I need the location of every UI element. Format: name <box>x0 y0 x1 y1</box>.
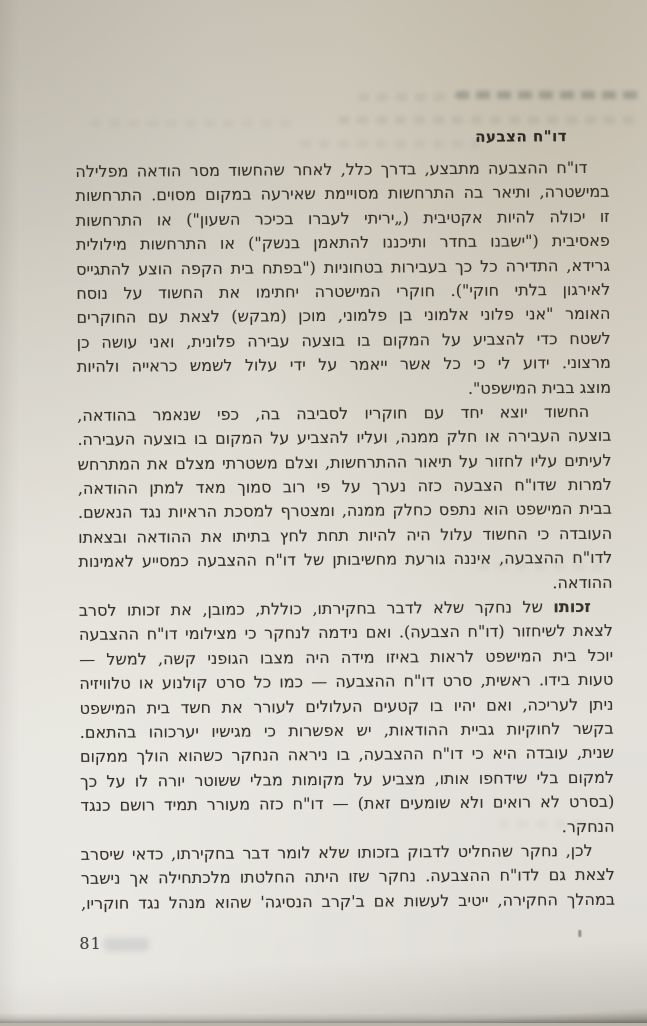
text-line: פאסיבית ("ישבנו בחדר ותיכננו להתאמן בנשק") או התרחשות מילולית <box>75 230 610 255</box>
print-speck <box>578 930 581 937</box>
text-line: דו"ח ההצבעה מתבצע, בדרך כלל, לאחר שהחשוד מסר הודאה מפלילה <box>75 157 588 181</box>
text-line: למרות שדו"ח הצבעה כזה נערך על פי רוב סמוך מאד למתן ההודאה, <box>77 474 612 499</box>
text-line: בקשר לחוקיות גביית ההודאות, יש אפשרות כי מגישיו יערכוהו בהתאם. <box>79 718 614 742</box>
text-line: יוכל בית המישפט לראות באיזו מידה היה מצבו הגופני קשה, למשל — <box>79 645 614 669</box>
text-line: לדו"ח ההצבעה, איננה גורעת מחשיבותן של דו"ח ההצבעה כמסייע לאמינות <box>78 547 613 572</box>
text-line: החשוד יוצא יחד עם חוקריו לסביבה בה, כפי שנאמר בהודאה, <box>77 401 590 425</box>
text-line: בבית המישפט הוא נתפס כחלק ממנה, ומצטרף למסכת הראיות נגד הנאשם. <box>77 499 613 523</box>
text-line: גרידא, התדירה כל כך בעבירות בטחוניות ("בפתח בית הקפה הוצע להתגייס <box>76 255 611 279</box>
text-line: העובדה כי החשוד עלול היה להיות תחת לחץ בתיתו את ההודאה ובצאתו <box>78 523 613 547</box>
text-line: הנחקר. <box>561 816 615 836</box>
text-line: (בסרט לא רואים ולא שומעים זאת) — דו"ח כזה מעורר תמיד רושם כנגד <box>80 791 615 816</box>
text-line: לאירגון בלתי חוקי"). חוקרי המישטרה יחתימו את החשוד על נוסח <box>76 279 611 303</box>
text-line: לכן, נחקר שהחליט לדבוק בזכותו שלא לומר דבר בחקירתו, כדאי שיסרב <box>80 840 593 864</box>
text-line: זו יכולה להיות אקטיבית („יריתי לעברו בכיכר השעון") או התרחשות <box>75 206 610 230</box>
text-line: במהלך החקירה, ייטיב לעשות אם ב'קרב הנסיגה' שהוא מנהל נגד חוקריו, <box>80 889 616 913</box>
text-line: לשטח כדי להצביע על המקום בו בוצעה עבירה פלונית, ואני עושה כן <box>76 328 611 352</box>
text-line: לצאת גם לדו"ח ההצבעה. נחקר שזו היתה החלטתו מלכתחילה אך נישבר <box>80 865 615 889</box>
text-line: מרצוני. ידוע לי כי כל אשר ייאמר על ידי עלול לשמש כראייה ולהיות <box>76 352 611 377</box>
text-line: האומר "אני פלוני אלמוני בן פלמוני, מוכן (מבקש) לצאת עם החוקרים <box>76 304 611 328</box>
text-line: מוצג בבית המישפט". <box>467 377 612 398</box>
text-line: שנית, עובדה היא כי דו"ח ההצבעה, בו ניראה הנחקר כשהוא הולך ממקום <box>79 743 614 767</box>
text-block <box>75 124 615 916</box>
page-number: 81 <box>79 933 102 953</box>
text-line: לעיתים עליו לחזור על תיאור ההתרחשות, וצלם משטרתי מצלם את המתרחש <box>77 450 612 474</box>
page-heading: דו"ח הצבעה <box>475 127 568 146</box>
text-line: טעות בידו. ראשית, סרט דו"ח ההצבעה — כמו כל סרט קולנוע או טלוויזיה <box>79 669 614 694</box>
text-body <box>75 156 615 916</box>
text-line: במישטרה, ותיאר בה התרחשות מסויימת שאירעה במקום מסוים. התרחשות <box>75 182 610 206</box>
text-line: זכותו של נחקר שלא לדבר בחקירתו, כוללת, כמובן, את זכותו לסרב <box>78 596 591 620</box>
text-line: ההודאה. <box>552 572 613 592</box>
ink-smudge <box>103 937 149 951</box>
text-line: ניתן לעריכה, ואם יהיו בו קטעים העלולים לעורר את חשד בית המישפט <box>79 694 614 718</box>
text-line: לצאת לשיחזור (דו"ח הצבעה). ואם נידמה לנחקר כי מצילומי דו"ח ההצבעה <box>78 621 614 645</box>
text-line: בוצעה העבירה או חלק ממנה, ועליו להצביע על המקום בו בוצעה העבירה. <box>77 426 612 450</box>
text-line: למקום בלי שידחפו אותו, מצביע על מקומות מבלי ששוטר יורה לו על כך <box>80 767 615 791</box>
